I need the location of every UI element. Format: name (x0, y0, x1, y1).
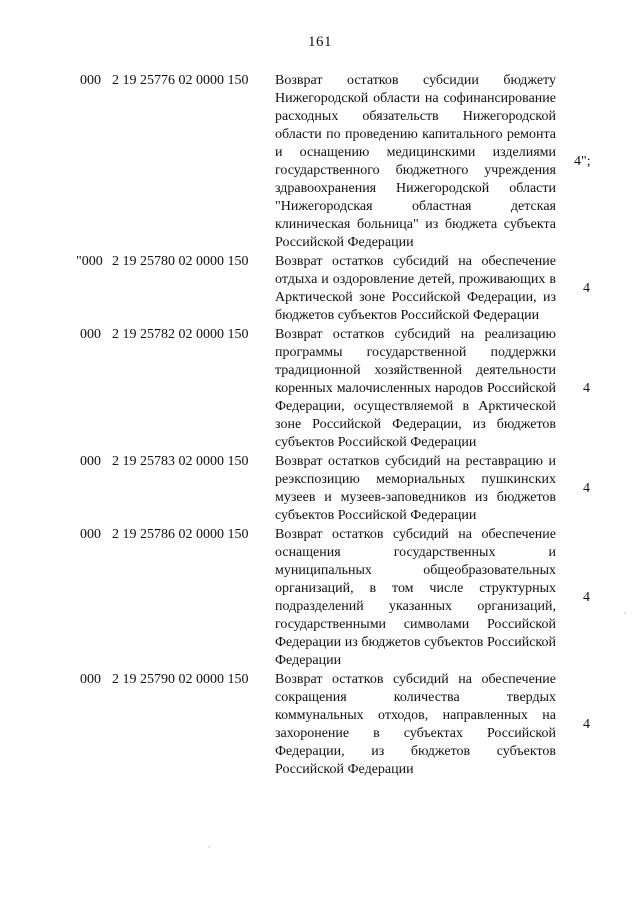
column-number: 4 (583, 717, 590, 732)
revenue-description: Возврат остатков субсидий на обеспечение отдыха и оздоровление детей, проживающих в Арктической зоне Российской Федерации, из бюджетов субъектов Российской Федерации (275, 254, 556, 323)
admin-code: 000 (80, 73, 101, 88)
table-row (0, 253, 640, 325)
column-number: 4 (583, 281, 590, 296)
column-number: 4 (583, 590, 590, 605)
admin-code: 000 (80, 327, 101, 342)
budget-classification-code: 2 19 25780 02 0000 150 (112, 254, 249, 269)
scan-speck (624, 612, 626, 614)
revenue-description: Возврат остатков субсидий на реализацию программы государственной поддержки традиционной хозяйственной деятельности коренных малочисленных народов Российской Федерации, осуществляемой в Арктической зоне Российской Федерации, из бюджетов субъектов Российской Федерации (275, 327, 556, 450)
table-row (0, 72, 640, 252)
table-row (0, 671, 640, 779)
column-number: 4"; (574, 154, 591, 169)
revenue-description: Возврат остатков субсидий на обеспечение сокращения количества твердых коммунальных отходов, направленных на захоронение в субъектах Российской Федерации, из бюджетов субъектов Российской Федерации (275, 672, 556, 777)
page-number: 161 (308, 34, 332, 50)
scan-speck (208, 846, 210, 848)
column-number: 4 (583, 381, 590, 396)
revenue-description: Возврат остатков субсидий на обеспечение оснащения государственных и муниципальных общеобразовательных организаций, в том числе структурных подразделений указанных организаций, государственными символами Российской Федерации из бюджетов субъектов Российской Федерации (275, 527, 556, 668)
budget-classification-code: 2 19 25790 02 0000 150 (112, 672, 249, 687)
revenue-description: Возврат остатков субсидий на реставрацию и реэкспозицию мемориальных пушкинских музеев и музеев-заповедников из бюджетов субъектов Российской Федерации (275, 454, 556, 523)
budget-classification-code: 2 19 25776 02 0000 150 (112, 73, 249, 88)
revenue-description: Возврат остатков субсидии бюджету Нижегородской области на софинансирование расходных обязательств Нижегородской области по проведению капитального ремонта и оснащению медицинскими изделиями государственного бюджетного учреждения здравоохранения Нижегородской области "Нижегородская областная детская клиническая больница" из бюджета субъекта Российской Федерации (275, 73, 556, 250)
admin-code: 000 (80, 672, 101, 687)
admin-code: "000 (76, 254, 103, 269)
table-row (0, 326, 640, 452)
budget-code-table (0, 72, 640, 780)
budget-classification-code: 2 19 25783 02 0000 150 (112, 454, 249, 469)
budget-classification-code: 2 19 25782 02 0000 150 (112, 327, 249, 342)
table-row (0, 526, 640, 670)
budget-classification-code: 2 19 25786 02 0000 150 (112, 527, 249, 542)
table-row (0, 453, 640, 525)
admin-code: 000 (80, 527, 101, 542)
admin-code: 000 (80, 454, 101, 469)
column-number: 4 (583, 481, 590, 496)
